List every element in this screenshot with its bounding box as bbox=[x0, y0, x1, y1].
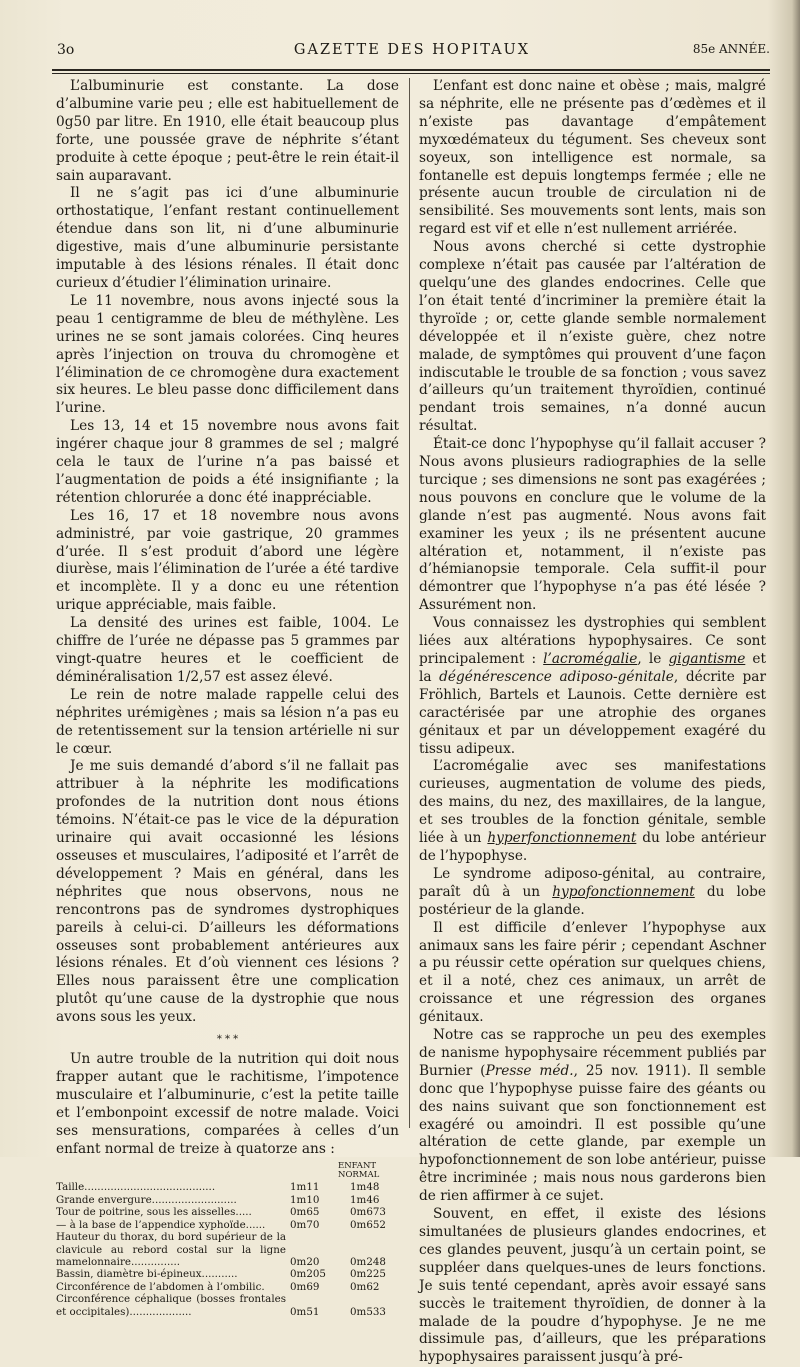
table-header-normal: ENFANT NORMAL bbox=[338, 1161, 380, 1181]
paragraph: Les 13, 14 et 15 novembre nous avons fait ingérer chaque jour 8 grammes de sel ; malgré cela le taux de l’urine n’a pas baissé et l’augmentation de poids a été insignifiante ; la rétention chlorurée a donc été inappréciable. bbox=[56, 418, 399, 506]
page-number: 3o bbox=[57, 42, 75, 58]
paragraph: Le rein de notre malade rappelle celui des néphrites urémigènes ; mais sa lésion n’a pas eu de retentissement sur la tension artérielle ni sur le cœur. bbox=[56, 686, 399, 757]
paragraph: La densité des urines est faible, 1004. Le chiffre de l’urée ne dépasse pas 5 grammes par vingt-quatre heures et le coefficient de déminéralisation 1/2,57 est assez élevé. bbox=[56, 615, 399, 685]
paragraph: Souvent, en effet, il existe des lésions simultanées de plusieurs glandes endocrines, et ces glandes peuvent, jusqu’à un certain point, se suppléer dans quelques-unes de leurs fonctions. Je suis tenté cependant, après avoir essayé sans succès le traitement thyroïdien, de donner à la malade de la poudre d’hypophyse. Je ne me dissimule pas, d’ailleurs, que les préparations hypophysaires paraissent jusqu’à pré- bbox=[419, 1206, 766, 1366]
table-row: Grande envergure.......................... 1m10 1m46 bbox=[56, 1193, 380, 1206]
page-header bbox=[52, 42, 772, 64]
table-row: Circonférence céphalique (bosses frontales et occipitales)................... 0m51 0m533 bbox=[56, 1293, 386, 1318]
paragraph: Il ne s’agit pas ici d’une albuminurie orthostatique, l’enfant restant continuellement étendue dans son lit, ni d’une albuminurie digestive, mais d’une albuminurie persistante imputable à des lésions rénales. Il était donc curieux d’étudier l’élimination urinaire. bbox=[56, 185, 399, 291]
paragraph: Les 16, 17 et 18 novembre nous avons administré, par voie gastrique, 20 grammes d’urée. Il s’est produit d’abord une légère diurèse, mais l’élimination de l’urée a été tardive et incomplète. Il y a donc eu une rétention urique appréciable, mais faible. bbox=[56, 507, 399, 614]
paragraph: Le 11 novembre, nous avons injecté sous la peau 1 centigramme de bleu de méthylène. Les urines ne se sont jamais colorées. Cinq heures après l’injection on trouva du chromogène et l’élimination de ce chromogène dura exactement six heures. Le bleu passe donc difficilement dans l’urine. bbox=[56, 292, 399, 417]
table-row: Hauteur du thorax, du bord supérieur de la clavicule au rebord costal sur la ligne mamelonnaire............... 0m20 0m248 bbox=[56, 1231, 386, 1268]
term-hypofonctionnement: hypofonctionnement bbox=[552, 883, 695, 900]
right-column bbox=[419, 78, 766, 1367]
paragraph: Nous avons cherché si cette dystrophie complexe n’était pas causée par l’altération de quelqu’une des glandes endocrines. Celle que l’on était tenté d’incriminer la première était la thyroïde ; or, cette glande semble normalement développée et il n’existe guère, chez notre malade, de symptômes qui prouvent d’une façon indiscutable le trouble de sa fonction ; vous savez d’ailleurs qu’un traitement thyroïdien, continué pendant trois semaines, n’a donné aucun résultat. bbox=[419, 239, 766, 435]
citation-presse-med: Presse méd. bbox=[485, 1062, 574, 1079]
paragraph: Je me suis demandé d’abord s’il ne fallait pas attribuer à la néphrite les modifications profondes de la nutrition dont nous étions témoins. N’était-ce pas le vice de la dépuration urinaire qui avait occasionné les lésions osseuses et musculaires, l’adiposité et l’arrêt de développement ? Mais en général, dans les néphrites que nous observons, nous ne rencontrons pas de syndromes dystrophiques pareils à celui-ci. D’ailleurs les déformations osseuses sont probablement antérieures aux lésions rénales. Et d’où viennent ces lésions ? Elles nous paraissent être une complication plutôt qu’une cause de la dystrophie que nous avons sous les yeux. bbox=[56, 758, 399, 1026]
term-hyperfonctionnement: hyperfonctionnement bbox=[487, 830, 637, 847]
term-degenerescence: dégénérescence adiposo-génitale bbox=[439, 668, 674, 685]
table-row: Bassin, diamètre bi-épineux........... 0m205 0m225 bbox=[56, 1268, 386, 1281]
paragraph: Le syndrome adiposo-génital, au contraire, paraît dû à un hypofonctionnement du lobe postérieur de la glande. bbox=[419, 865, 766, 918]
paragraph: Il est difficile d’enlever l’hypophyse aux animaux sans les faire périr ; cependant Aschner a pu réussir cette opération sur quelques chiens, et il a noté, chez ces animaux, un arrêt de croissance et une régression des organes génitaux. bbox=[419, 919, 766, 1026]
table-row: — à la base de l’appendice xyphoïde...... 0m70 0m652 bbox=[56, 1218, 386, 1231]
term-acromegalie: l’acromégalie bbox=[543, 651, 638, 667]
paragraph: Notre cas se rapproche un peu des exemples de nanisme hypophysaire récemment publiés par Burnier (Presse méd., 25 nov. 1911). Il semble donc que l’hypophyse puisse faire des géants ou des nains suivant que son fonctionnement est exagéré ou amoindri. Il est possible qu’une altération de cette glande, par exemple un hypofonctionnement de son lobe antérieur, puisse être incriminée ; mais nous nous garderons bien de rien affirmer à ce sujet. bbox=[419, 1027, 766, 1205]
paragraph: L’albuminurie est constante. La dose d’albumine varie peu ; elle est habituellement de 0g50 par litre. En 1910, elle était beaucoup plus forte, une poussée grave de néphrite s’étant produite à cette époque ; peut-être le rein était-il sain auparavant. bbox=[56, 78, 399, 184]
paragraph: Était-ce donc l’hypophyse qu’il fallait accuser ? Nous avons plusieurs radiographies de la selle turcique ; ses dimensions ne sont pas exagérées ; nous pouvons en conclure que le volume de la glande n’est pas augmenté. Nous avons fait examiner les yeux ; ils ne présentent aucune altération et, notamment, il n’existe pas d’hémianopsie temporale. Cela suffit-il pour démontrer que l’hypophyse n’a pas été lésée ? Assurément non. bbox=[419, 436, 766, 614]
paragraph: Vous connaissez les dystrophies qui semblent liées aux altérations hypophysaires. Ce sont principalement : l’acromégalie, le gigantisme et la dégénérescence adiposo-génitale, décrite par Fröhlich, Bartels et Launois. Cette dernière est caractérisée par une atrophie des organes génitaux et par un développement exagéré du tissu adipeux. bbox=[419, 615, 767, 757]
paragraph: L’enfant est donc naine et obèse ; mais, malgré sa néphrite, elle ne présente pas d’œdèmes et il n’existe pas davantage d’empâtement myxœdémateux du tégument. Ses cheveux sont soyeux, son intelligence est normale, sa fontanelle est depuis longtemps fermée ; elle ne présente aucun trouble de circulation ni de sensibilité. Ses mouvements sont lents, mais son regard est vif et elle n’est nullement arriérée. bbox=[419, 78, 766, 238]
term-gigantisme: gigantisme bbox=[668, 651, 746, 667]
header-rule-thick bbox=[52, 69, 770, 71]
section-separator: * * * bbox=[216, 1034, 239, 1046]
table-row: Circonférence de l’abdomen à l’ombilic. 0m69 0m62 bbox=[56, 1280, 380, 1293]
paragraph: L’acromégalie avec ses manifestations curieuses, augmentation de volume des pieds, des mains, du nez, des maxillaires, de la langue, et ses troubles de la fonction génitale, semble liée à un hyperfonctionnement du lobe antérieur de l’hypophyse. bbox=[419, 758, 766, 864]
table-row: Taille........................................ 1m11 1m48 bbox=[56, 1181, 380, 1194]
header-rule-thin bbox=[52, 73, 770, 74]
column-divider bbox=[409, 78, 410, 1128]
measurements-table bbox=[56, 1161, 399, 1317]
journal-title: GAZETTE DES HOPITAUX bbox=[293, 42, 531, 58]
left-column bbox=[56, 78, 399, 1318]
table-row: Tour de poitrine, sous les aisselles..... 0m65 0m673 bbox=[56, 1206, 386, 1219]
journal-year: 85e ANNÉE. bbox=[692, 42, 770, 56]
paragraph: Un autre trouble de la nutrition qui doit nous frapper autant que le rachitisme, l’impotence musculaire et l’albuminurie, c’est la petite taille et l’embonpoint excessif de notre malade. Voici ses mensurations, comparées à celles d’un enfant normal de treize à quatorze ans : bbox=[56, 1051, 399, 1157]
